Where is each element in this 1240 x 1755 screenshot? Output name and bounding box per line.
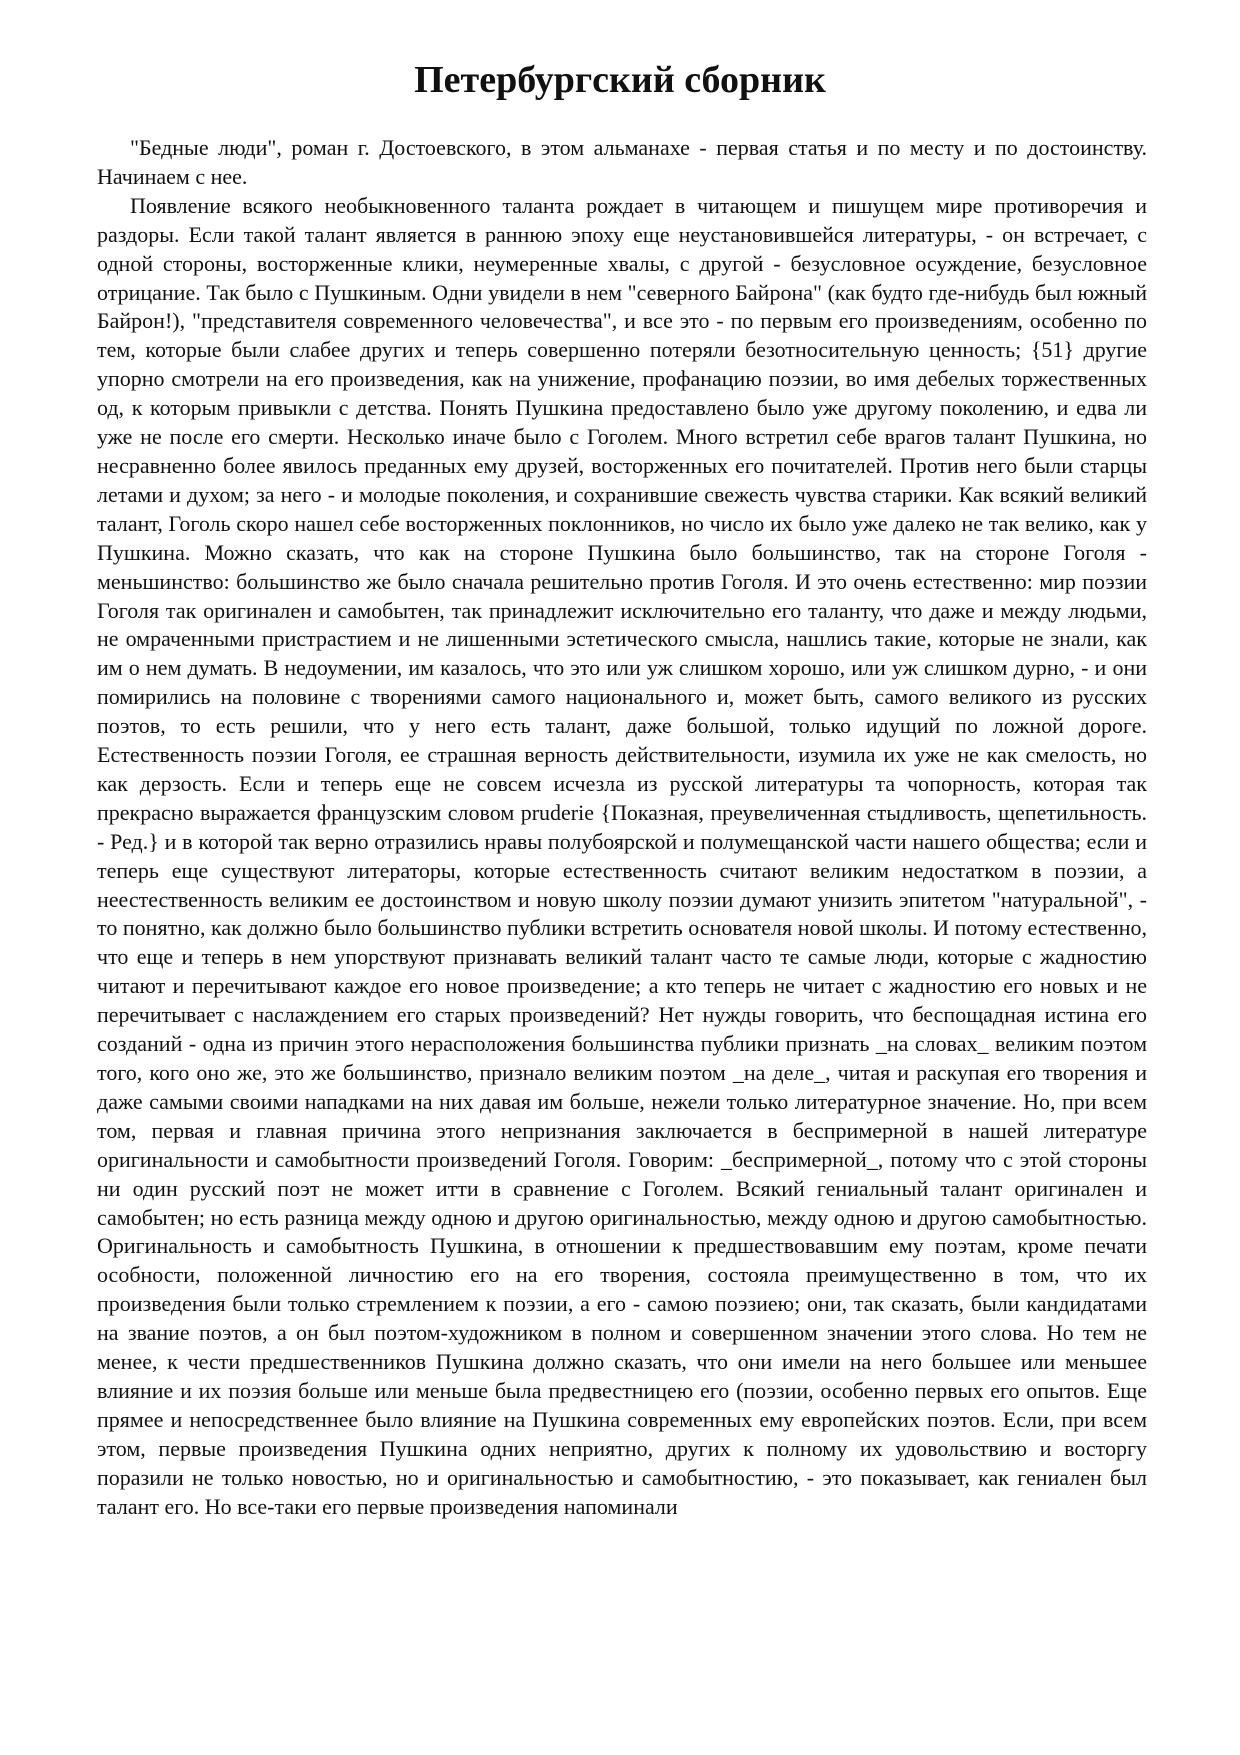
article-body	[97, 134, 1147, 1522]
paragraph-main: Появление всякого необыкновенного таланта рождает в читающем и пишущем мире противоречия и раздоры. Если такой талант является в раннюю эпоху еще неустановившейся литературы, - он встречает, с одной стороны, восторженные клики, неумеренные хвалы, с другой - безусловное осуждение, безусловное отрицание. Так было с Пушкиным. Одни увидели в нем "северного Байрона" (как будто где-нибудь был южный Байрон!), "представителя современного человечества", и все это - по первым его произведениям, особенно по тем, которые были слабее других и теперь совершенно потеряли безотносительную ценность; {51} другие упорно смотрели на его произведения, как на унижение, профанацию поэзии, во имя дебелых торжественных од, к которым привыкли с детства. Понять Пушкина предоставлено было уже другому поколению, и едва ли уже не после его смерти. Несколько иначе было с Гоголем. Много встретил себе врагов талант Пушкина, но несравненно более явилось преданных ему друзей, восторженных его почитателей. Против него были старцы летами и духом; за него - и молодые поколения, и сохранившие свежесть чувства старики. Как всякий великий талант, Гоголь скоро нашел себе восторженных поклонников, но число их было уже далеко не так велико, как у Пушкина. Можно сказать, что как на стороне Пушкина было большинство, так на стороне Гоголя - меньшинство: большинство же было сначала решительно против Гоголя. И это очень естественно: мир поэзии Гоголя так оригинален и самобытен, так принадлежит исключительно его таланту, что даже и между людьми, не омраченными пристрастием и не лишенными эстетического смысла, нашлись такие, которые не знали, как им о нем думать. В недоумении, им казалось, что это или уж слишком хорошо, или уж слишком дурно, - и они помирились на половине с творениями самого национального и, может быть, самого великого из русских поэтов, то есть решили, что у него есть талант, даже большой, только идущий по ложной дороге. Естественность поэзии Гоголя, ее страшная верность действительности, изумила их уже не как смелость, но как дерзость. Если и теперь еще не совсем исчезла из русской литературы та чопорность, которая так прекрасно выражается французским словом pruderie {Показная, преувеличенная стыдливость, щепетильность. - Ред.} и в которой так верно отразились нравы полубоярской и полумещанской части нашего общества; если и теперь еще существуют литераторы, которые естественность считают великим недостатком в поэзии, а неестественность великим ее достоинством и новую школу поэзии думают унизить эпитетом "натуральной", - то понятно, как должно было большинство публики встретить основателя новой школы. И потому естественно, что еще и теперь в нем упорствуют признавать великий талант часто те самые люди, которые с жадностию читают и перечитывают каждое его новое произведение; а кто теперь не читает с жадностию его новых и не перечитывает с наслаждением его старых произведений? Нет нужды говорить, что беспощадная истина его созданий - одна из причин этого нерасположения большинства публики признать _на словах_ великим поэтом того, кого оно же, это же большинство, признало великим поэтом _на деле_, читая и раскупая его творения и даже самыми своими нападками на них давая им больше, нежели только литературное значение. Но, при всем том, первая и главная причина этого непризнания заключается в беспримерной в нашей литературе оригинальности и самобытности произведений Гоголя. Говорим: _беспримерной_, потому что с этой стороны ни один русский поэт не может итти в сравнение с Гоголем. Всякий гениальный талант оригинален и самобытен; но есть разница между одною и другою оригинальностью, между одною и другою самобытностью. Оригинальность и самобытность Пушкина, в отношении к предшествовавшим ему поэтам, кроме печати особности, положенной личностию его на его творения, состояла преимущественно в том, что их произведения были только стремлением к поэзии, а его - самою поэзиею; они, так сказать, были кандидатами на звание поэтов, а он был поэтом-художником в полном и совершенном значении этого слова. Но тем не менее, к чести предшественников Пушкина должно сказать, что они имели на него большее или меньшее влияние и их поэзия больше или меньше была предвестницею его (поэзии, особенно первых его опытов. Еще прямее и непосредственнее было влияние на Пушкина современных ему европейских поэтов. Если, при всем этом, первые произведения Пушкина одних неприятно, других к полному их удовольствию и восторгу поразили не только новостью, но и оригинальностью и самобытностию, - это показывает, как гениален был талант его. Но все-таки его первые произведения напоминали	[97, 192, 1147, 1519]
paragraph-intro: "Бедные люди", роман г. Достоевского, в этом альманахе - первая статья и по месту и по достоинству. Начинаем с нее.	[97, 135, 1147, 189]
page-title: Петербургский сборник	[414, 59, 826, 101]
